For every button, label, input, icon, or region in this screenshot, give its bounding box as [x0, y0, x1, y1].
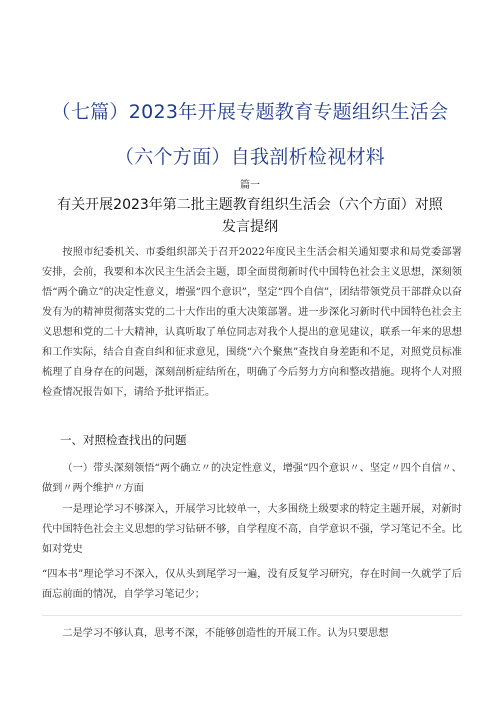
point-one-paragraph: 一是理论学习不够深入，开展学习比较单一，大多围绕上级要求的特定主题开展，对新时代中国特色社会主义思想的学习钻研不够，自学程度不高，自学意识不强，学习笔记不全。比如对党史 [42, 504, 462, 555]
subsection-heading: （一）带头深刻领悟“两个确立〃的决定性意义，增强“四个意识〃、坚定〃四个自信〃、做到〃两个维护〃方面 [42, 463, 462, 494]
point-two-paragraph: 二是学习不够认真，思考不深，不能够创造性的开展工作。认为只要思想 [62, 628, 389, 639]
document-title: （七篇）2023年开展专题教育专题组织生活会（六个方面）自我剖析检视材料 [51, 101, 449, 168]
section-label: 篇一 [240, 180, 260, 191]
section-heading: 一、对照检查找出的问题 [60, 433, 187, 447]
document-subtitle: 有关开展2023年第二批主题教育组织生活会（六个方面）对照发言提纲 [57, 197, 443, 235]
point-one-continuation: “四本书”理论学习不深入，仅从头到尾学习一遍，没有反复学习研究，存在时间一久就学了后面忘前面的情况，自学学习笔记少； [42, 569, 462, 600]
intro-paragraph: 按照市纪委机关、市委组织部关于召开2022年度民主生活会相关通知要求和局党委部署安排，会前，我要和本次民主生活会主题，即全面贯彻新时代中国特色社会主义思想，深刻领悟“两个确立”的决定性意义，增强“四个意识”，坚定“四个自信”，团结带领党员干部群众以奋发有为的精神贯彻落实党的二十大作出的重大决策部署。进一步深化习新时代中国特色社会主义思想和党的二十大精神，认真听取了单位同志对我个人提出的意见建议，联系一年来的思想和工作实际，结合自查自纠和征求意见，围绕“六个聚焦”查找自身差距和不足，对照党员标准梳理了自身存在的问题，深刻剖析症结所在，明确了今后努力方向和整改措施。现将个人对照检查情况报告如下，请给予批评指正。 [42, 247, 462, 398]
page-divider [42, 615, 462, 616]
